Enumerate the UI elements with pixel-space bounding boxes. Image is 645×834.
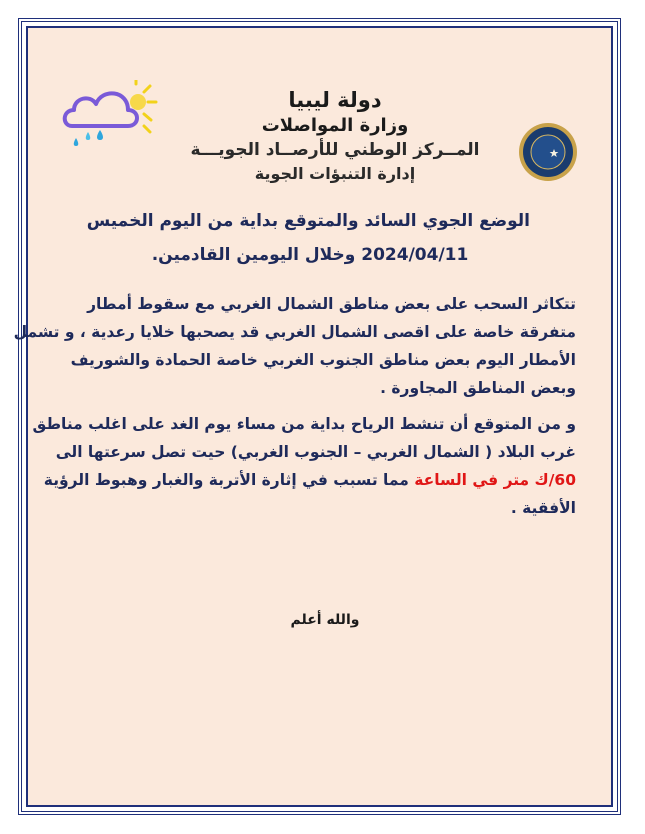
- country-name: دولة ليبيا: [288, 88, 382, 112]
- department-name: إدارة التنبؤات الجوية: [254, 164, 416, 183]
- paragraph-rain: [13, 290, 576, 402]
- wind-speed-highlight: 60/ك متر في الساعة: [414, 471, 576, 489]
- paragraph-wind-line-4: الأفقية .: [510, 499, 576, 517]
- closing-phrase: والله أعلم: [290, 612, 360, 628]
- paragraph-wind-line-3-rest: مما تسبب في إثارة الأتربة والغبار وهبوط الرؤية: [43, 471, 415, 489]
- paragraph-rain-line-2: متفرقة خاصة على اقصى الشمال الغربي قد يصحبها خلايا رعدية ، و تشمل: [13, 323, 576, 341]
- libya-meteorological-emblem-icon: [518, 122, 578, 182]
- document-header: [160, 86, 510, 186]
- paragraph-rain-line-4: وبعض المناطق المجاورة .: [380, 379, 576, 397]
- subject-line-1: الوضع الجوي السائد والمتوقع بداية من اليوم الخميس: [86, 211, 530, 231]
- paragraph-rain-line-3: الأمطار اليوم بعض مناطق الجنوب الغربي خاصة الحمادة والشوريف: [70, 351, 576, 369]
- paragraph-wind-line-1: و من المتوقع أن تنشط الرياح بداية من مساء يوم الغد على اغلب مناطق: [32, 415, 576, 433]
- cloud-rain-sun-icon: [58, 80, 158, 160]
- paragraph-rain-line-1: تتكاثر السحب على بعض مناطق الشمال الغربي مع سقوط أمطار: [87, 295, 576, 313]
- paragraph-wind-line-2: غرب البلاد ( الشمال الغربي – الجنوب الغربي) حيت تصل سرعتها الى: [55, 443, 576, 461]
- subject-line-2: 2024/04/11 وخلال اليومين القادمين.: [151, 245, 469, 265]
- ministry-name: وزارة المواصلات: [261, 115, 409, 136]
- paragraph-wind: [32, 410, 576, 522]
- center-name: المــركز الوطني للأرصــاد الجويـــة: [190, 140, 480, 160]
- paragraph-wind-line-3: [43, 466, 576, 494]
- bulletin-subject: [86, 204, 530, 272]
